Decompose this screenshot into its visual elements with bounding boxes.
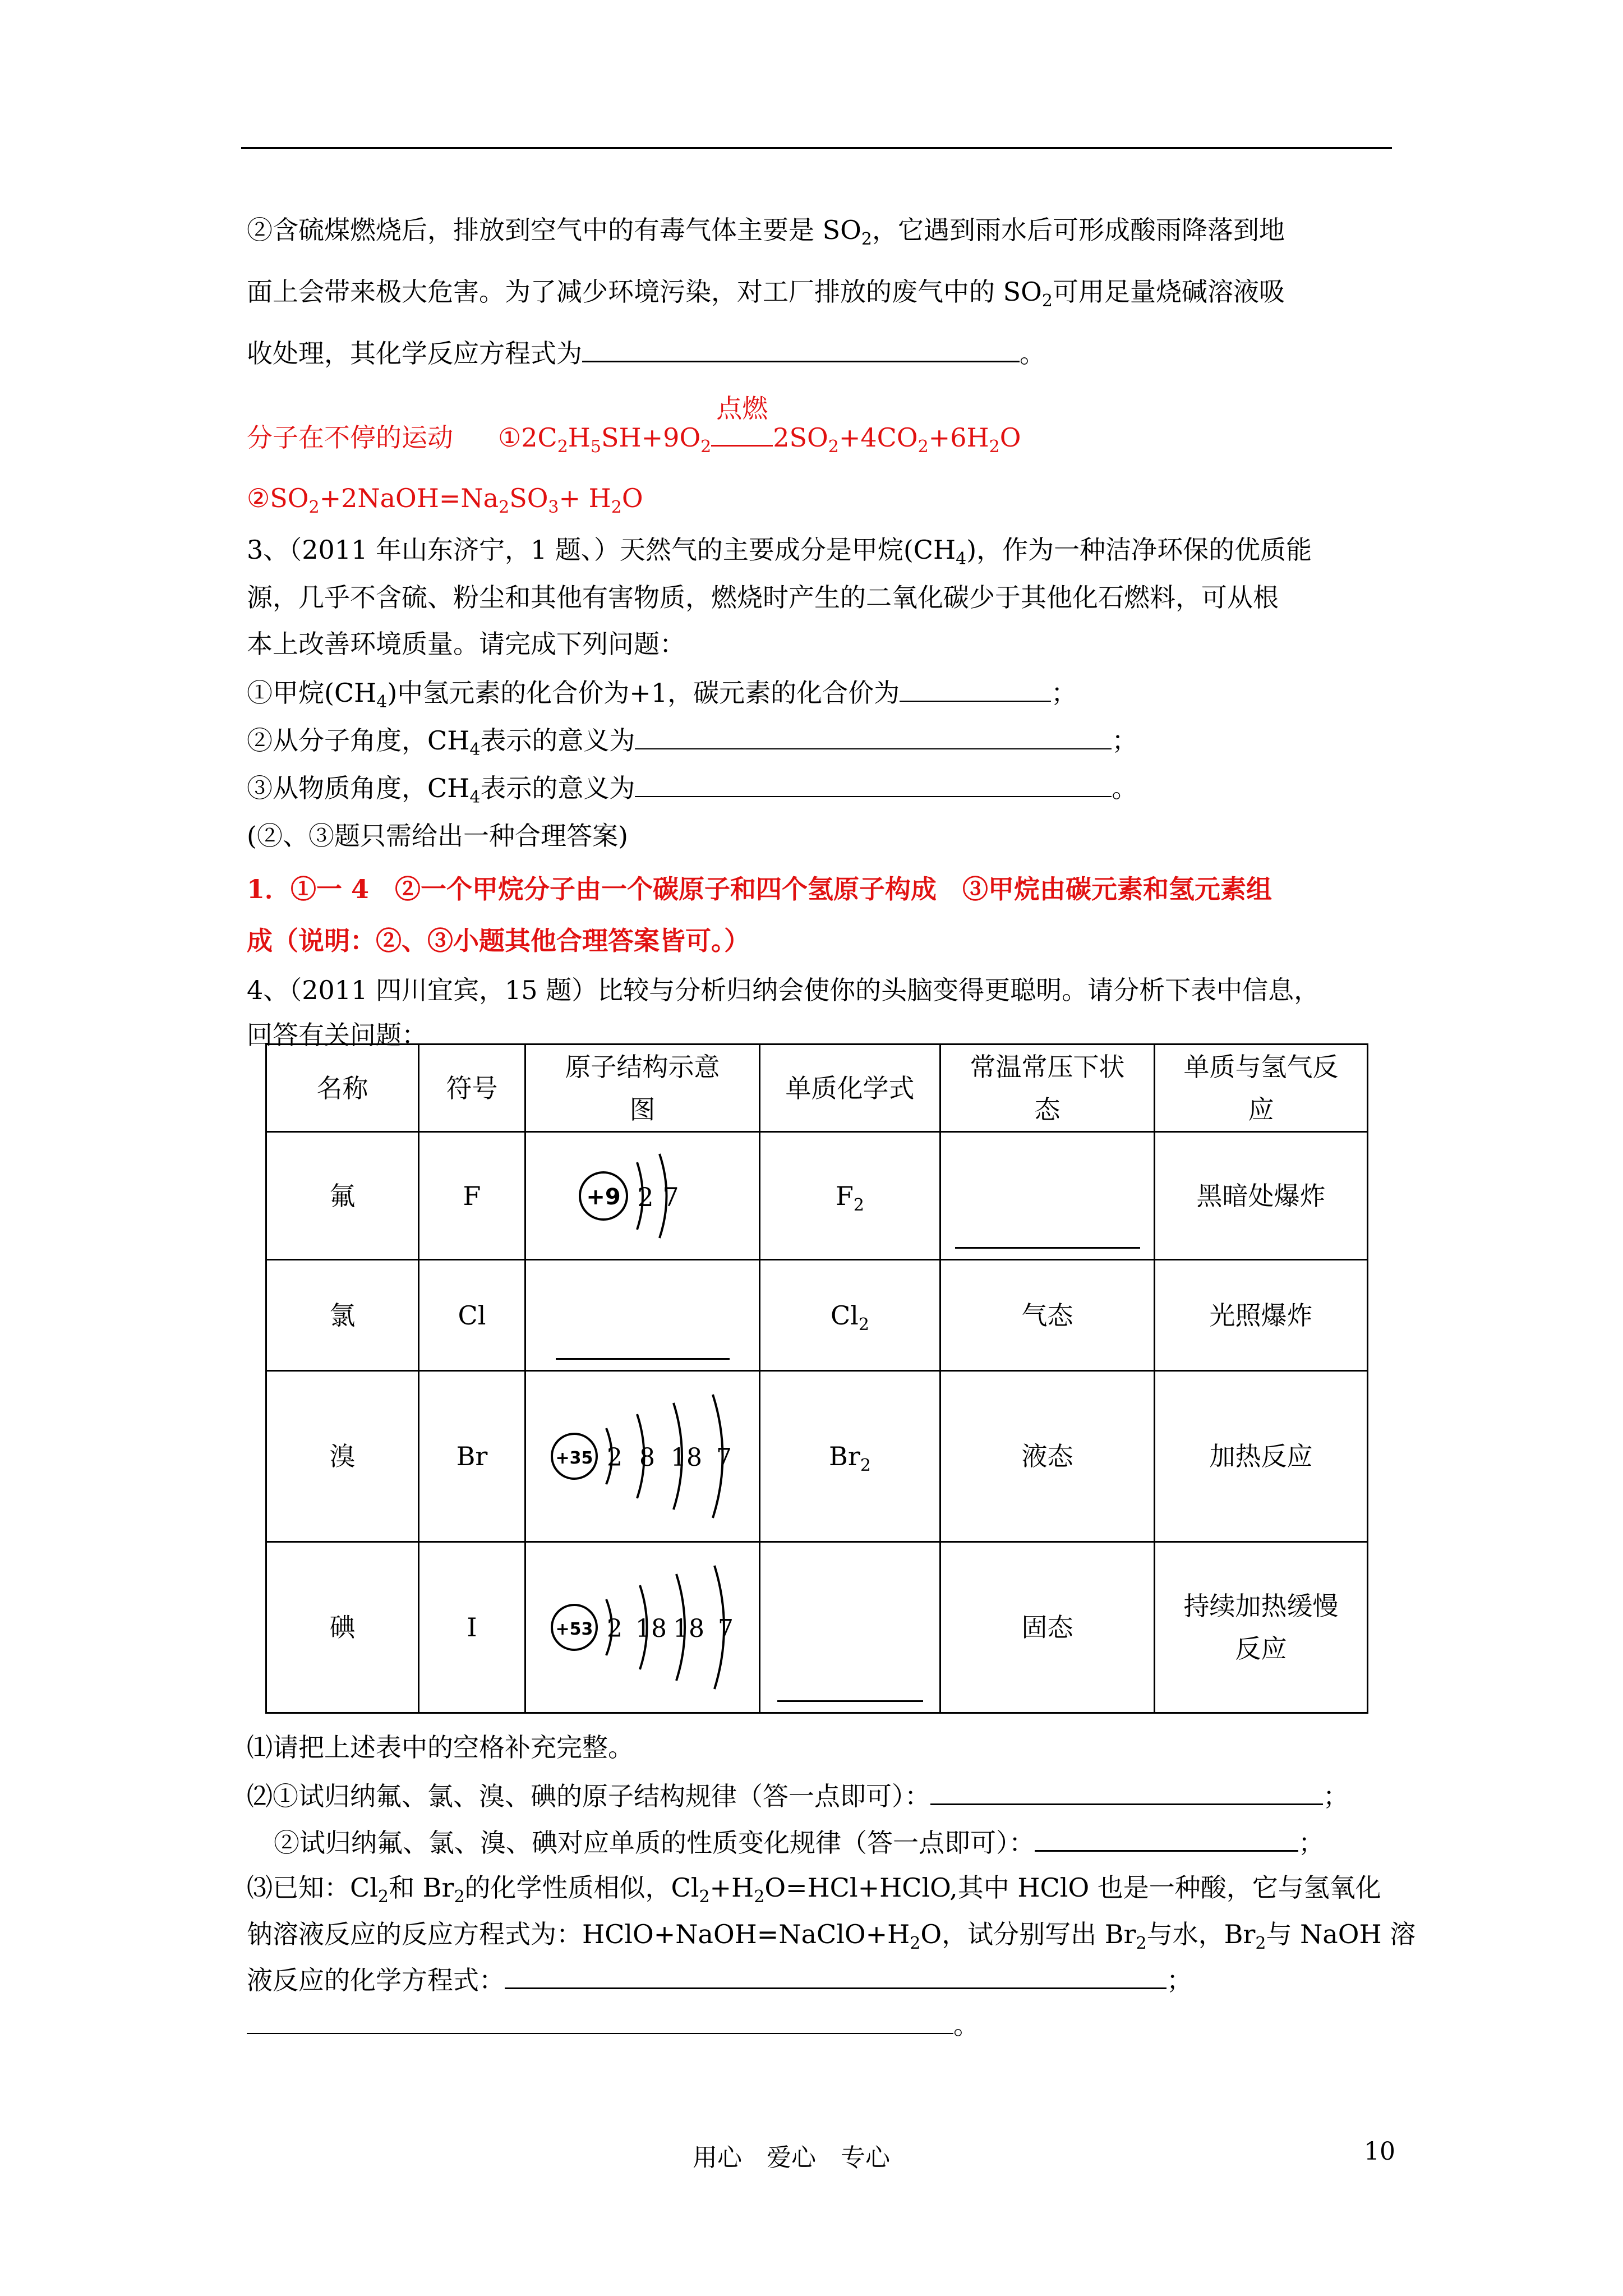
q3-sub-1: ①甲烷$(CH_4)$中氢元素的化合价为+1，碳元素的化合价为 ； <box>247 678 1077 712</box>
iodine-atom-diagram <box>536 1554 749 1700</box>
element-name: 氯 <box>266 1260 419 1371</box>
element-symbol: I <box>419 1542 525 1713</box>
q3-line-2: 源，几乎不含硫、粉尘和其他有害物质，燃烧时产生的二氧化碳少于其他化石燃料，可从根 <box>247 582 1279 613</box>
shell-2-electrons: 18 <box>635 1614 667 1643</box>
header-name: 名称 <box>266 1045 419 1132</box>
atom-diagram-cell <box>525 1132 760 1260</box>
q4-line-2: 回答有关问题： <box>247 1020 427 1050</box>
answer-3-line-1: 1．①一 4 ②一个甲烷分子由一个碳原子和四个氢原子构成 ③甲烷由碳元素和氢元素组 <box>247 874 1272 904</box>
nucleus-charge: +53 <box>555 1619 593 1639</box>
formula-cell: $Cl_2$ <box>760 1260 940 1371</box>
answer-blank <box>955 1247 1140 1249</box>
formula-cell: $F_2$ <box>760 1132 940 1260</box>
element-name: 氟 <box>266 1132 419 1260</box>
reaction-cell: 持续加热缓慢 反应 <box>1155 1542 1368 1713</box>
answer-blank <box>777 1700 923 1702</box>
footer-motto: 用心 爱心 专心 <box>693 2143 890 2172</box>
halogen-table <box>265 1043 1368 1714</box>
table-row <box>266 1542 1368 1713</box>
header-symbol: 符号 <box>419 1045 525 1132</box>
q4-sub-2b: ②试归纳氟、氯、溴、碘对应单质的性质变化规律（答一点即可）： ； <box>274 1828 1324 1858</box>
atom-diagram-cell <box>525 1542 760 1713</box>
shell-3-electrons: 18 <box>670 1443 702 1472</box>
table-row <box>266 1132 1368 1260</box>
atom-diagram-cell <box>525 1260 760 1371</box>
table-row <box>266 1260 1368 1371</box>
answer-blank <box>900 678 1051 702</box>
nucleus-charge: +9 <box>585 1184 621 1210</box>
shell-2-electrons: 7 <box>662 1181 679 1212</box>
nucleus-charge: +35 <box>555 1448 593 1468</box>
reaction-cell: 光照爆炸 <box>1155 1260 1368 1371</box>
q2-line-3: 收处理，其化学反应方程式为 。 <box>247 338 1045 369</box>
header-reaction: 单质与氢气反 应 <box>1155 1045 1368 1132</box>
shell-4-electrons: 7 <box>717 1614 734 1643</box>
shell-1-electrons: 2 <box>637 1181 654 1212</box>
fluorine-atom-diagram <box>570 1140 716 1252</box>
shell-3-electrons: 18 <box>672 1614 704 1643</box>
shell-4-electrons: 7 <box>716 1443 732 1472</box>
q3-sub-2: ②从分子角度，$CH_4$表示的意义为 ； <box>247 725 1138 760</box>
table-row <box>266 1371 1368 1542</box>
q3-note: (②、③题只需给出一种合理答案) <box>247 821 628 851</box>
answer-blank <box>582 338 1020 362</box>
state-cell: 固态 <box>940 1542 1155 1713</box>
element-name: 溴 <box>266 1371 419 1542</box>
bromine-atom-diagram <box>536 1383 749 1529</box>
q3-line-3: 本上改善环境质量。请完成下列问题： <box>247 629 685 659</box>
answer-blank <box>930 1781 1323 1805</box>
answer-2-line-2: $②SO_2+2NaOH=Na_2SO_3+ H_2O$ <box>247 483 643 517</box>
answer-blank <box>1035 1828 1298 1852</box>
element-name: 碘 <box>266 1542 419 1713</box>
header-structure: 原子结构示意 图 <box>525 1045 760 1132</box>
answer-3-line-2: 成（说明：②、③小题其他合理答案皆可。） <box>247 926 750 956</box>
shell-1-electrons: 2 <box>606 1614 623 1643</box>
q4-sub-1: ⑴请把上述表中的空格补充完整。 <box>247 1732 634 1763</box>
q3-sub-3: ③从物质角度，$CH_4$表示的意义为 。 <box>247 773 1138 807</box>
q4-sub-2: ⑵①试归纳氟、氯、溴、碘的原子结构规律（答一点即可）： ； <box>247 1781 1349 1811</box>
q4-sub-3-line-1: ⑶已知：$Cl_2$和 $Br_2$的化学性质相似，$Cl_2+H_2O=HCl+HClO$,其中 HClO 也是一种酸，它与氢氧化 <box>247 1872 1381 1907</box>
atom-diagram-cell <box>525 1371 760 1542</box>
q2-line-1: ②含硫煤燃烧后，排放到空气中的有毒气体主要是 $SO_2$，它遇到雨水后可形成酸雨降落到地 <box>247 215 1285 249</box>
header-state: 常温常压下状 态 <box>940 1045 1155 1132</box>
answer-2-line-1: 分子在不停的运动 $①2C_2H_5SH+9O_2$ 点燃 $2SO_2+4CO_2+6H_2O$ <box>247 393 1021 457</box>
reaction-cell: 黑暗处爆炸 <box>1155 1132 1368 1260</box>
element-symbol: Br <box>419 1371 525 1542</box>
answer-blank <box>505 1965 1166 1989</box>
shell-2-electrons: 8 <box>639 1443 655 1472</box>
state-cell: 液态 <box>940 1371 1155 1542</box>
answer-blank <box>556 1358 730 1360</box>
q3-line-1: 3、（2011 年山东济宁，1 题、）天然气的主要成分是甲烷$(CH_4)$，作为一种洁净环保的优质能 <box>247 535 1312 569</box>
answer-blank <box>635 774 1112 797</box>
answer-blank <box>247 2010 953 2034</box>
state-cell: 气态 <box>940 1260 1155 1371</box>
formula-cell <box>760 1542 940 1713</box>
q4-line-1: 4、（2011 四川宜宾，15 题）比较与分析归纳会使你的头脑变得更聪明。请分析下表中信息， <box>247 975 1320 1005</box>
answer-blank <box>635 726 1112 749</box>
q4-sub-3-line-3: 液反应的化学方程式： ； <box>247 1965 1192 1995</box>
reaction-cell: 加热反应 <box>1155 1371 1368 1542</box>
header-rule <box>241 147 1392 149</box>
q4-sub-3-line-2: 钠溶液反应的反应方程式为：$HClO+NaOH=NaClO+H_2O$，试分别写出 $Br_2$与水，$Br_2$与 NaOH 溶 <box>247 1919 1416 1953</box>
q2-line-2: 面上会带来极大危害。为了减少环境污染，对工厂排放的废气中的 $SO_2$可用足量烧碱溶液吸 <box>247 277 1285 311</box>
element-symbol: Cl <box>419 1260 525 1371</box>
table-header-row <box>266 1045 1368 1132</box>
element-symbol: F <box>419 1132 525 1260</box>
page-number: 10 <box>1364 2137 1395 2166</box>
reaction-condition: 点燃 <box>711 421 773 454</box>
shell-1-electrons: 2 <box>606 1443 623 1472</box>
formula-cell: $Br_2$ <box>760 1371 940 1542</box>
q4-sub-3-line-4: 。 <box>247 2008 1391 2042</box>
state-cell <box>940 1132 1155 1260</box>
header-formula: 单质化学式 <box>760 1045 940 1132</box>
